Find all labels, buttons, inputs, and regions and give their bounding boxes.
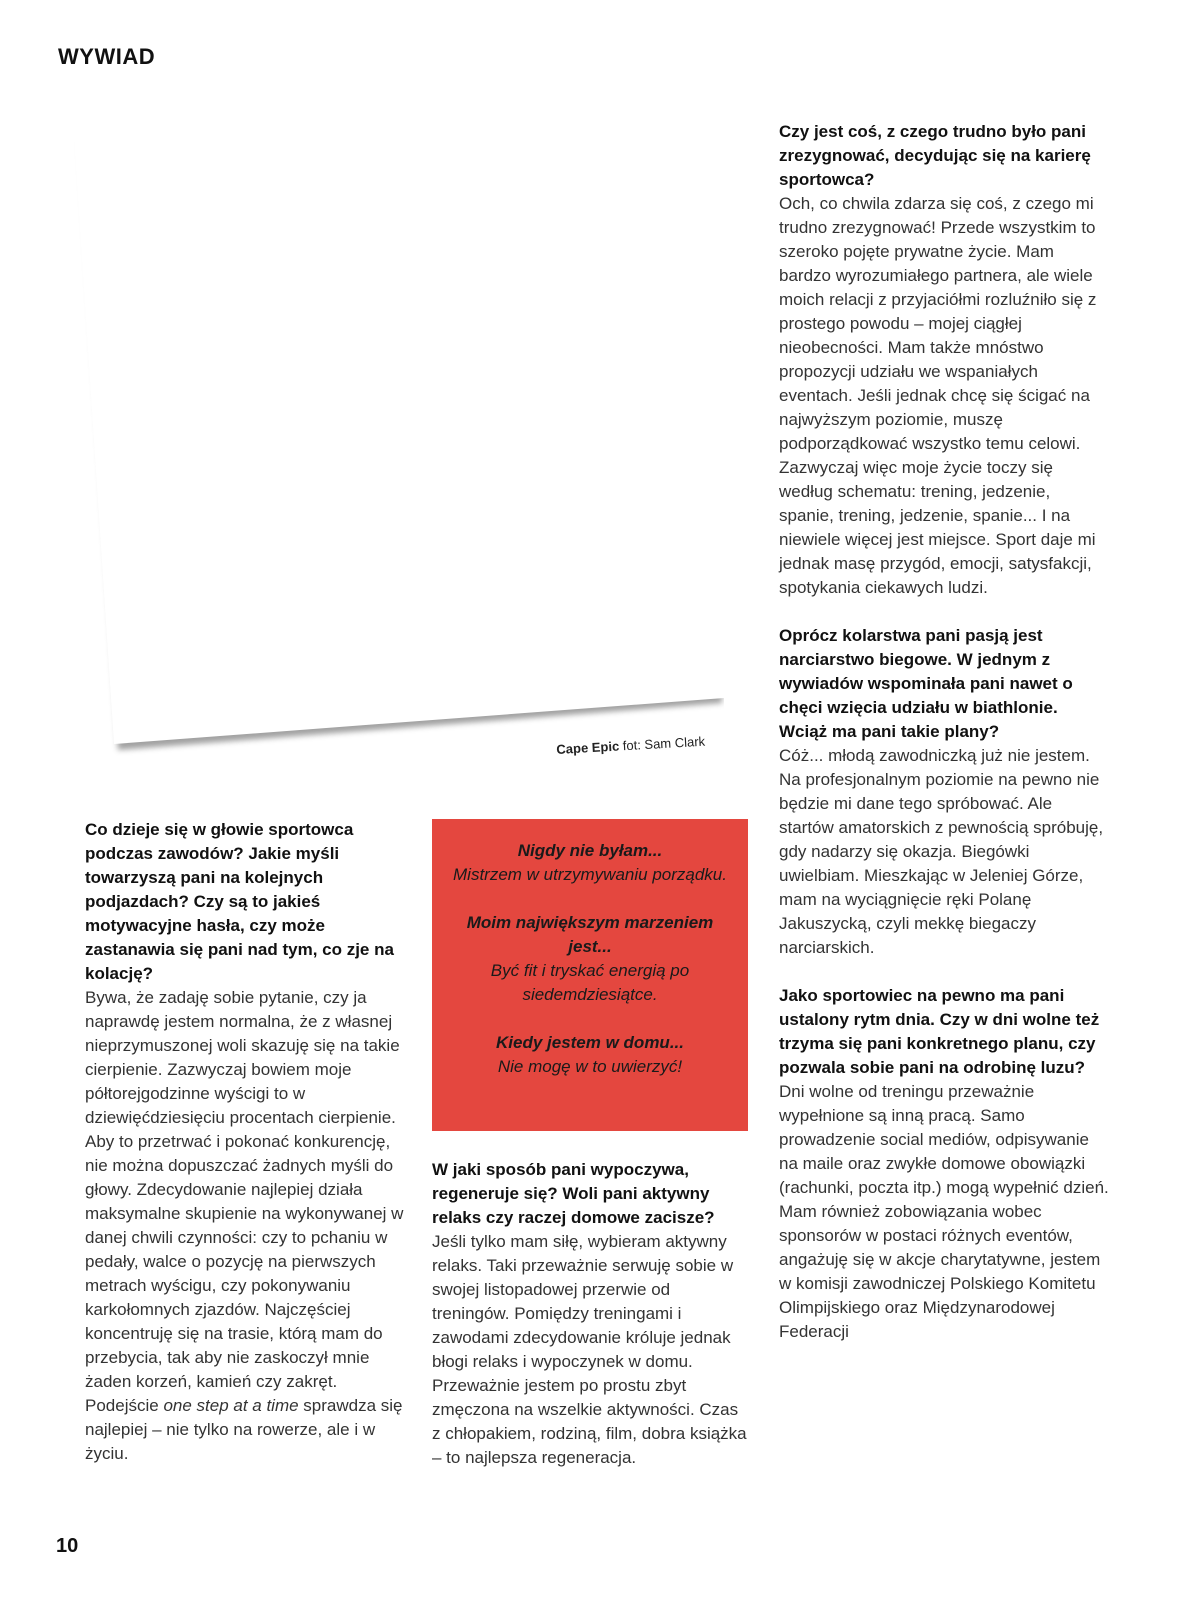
caption-credit: fot: Sam Clark: [618, 733, 706, 754]
right-column: [779, 120, 1109, 1344]
quote-head: Nigdy nie byłam...: [517, 841, 663, 860]
answer-text: Cóż... młodą zawodniczką już nie jestem. Na profesjonalnym poziomie na pewno nie będzie mi dane tego spróbować. Ale startów amatorskich z pewnością spróbuję, gdy nadarzy się okazja. Biegówki uwielbiam. Mieszkając w Jeleniej Górze, mam na wyciągnięcie ręki Polanę Jakuszycką, czyli mekkę biegaczy narciarskich.: [779, 746, 1104, 957]
section-label: WYWIAD: [58, 44, 156, 69]
answer-part: sprawdza się najlepiej – nie tylko na rowerze, ale i w życiu.: [85, 1396, 403, 1463]
quote-head: Kiedy jestem w domu...: [496, 1033, 684, 1052]
answer-text: [85, 986, 415, 1466]
question-text: Oprócz kolarstwa pani pasją jest narciarstwo biegowe. W jednym z wywiadów wspominała pani nawet o chęci wzięcia udziału w biathlonie. Wciąż ma pani takie plany?: [779, 626, 1073, 741]
page-number: 10: [56, 1535, 79, 1557]
left-column: [85, 818, 415, 1466]
middle-column: [432, 1158, 750, 1470]
quote-item: [432, 911, 748, 1007]
quote-box: [432, 819, 748, 1131]
quote-body: Być fit i tryskać energią po siedemdziesiątce.: [490, 961, 690, 1004]
quote-body: Mistrzem w utrzymywaniu porządku.: [453, 865, 727, 884]
caption-event: Cape Epic: [556, 738, 620, 757]
photo-placeholder: [74, 138, 724, 758]
quote-body: Nie mogę w to uwierzyć!: [497, 1057, 683, 1076]
answer-part: Bywa, że zadaję sobie pytanie, czy ja naprawdę jestem normalna, że z własnej nieprzymuszonej woli skazuję się na takie cierpienie. Zazwyczaj bowiem moje półtorejgodzinne wyścigi to w dziewięćdziesięciu procentach cierpienie. Aby to przetrwać i pokonać konkurencję, nie można dopuszczać żadnych myśli do głowy. Zdecydowanie najlepiej działa maksymalne skupienie na wykonywanej w danej chwili czynności: czy to pchaniu w pedały, walce o pozycję na pierwszych metrach wyścigu, czy pokonywaniu karkołomnych zjazdów. Najczęściej koncentruję się na trasie, którą mam do przebycia, tak aby nie zaskoczył mnie żaden korzeń, kamień czy zakręt. Podejście: [85, 988, 404, 1415]
quote-head: Moim największym marzeniem jest...: [466, 913, 714, 956]
question-text: Co dzieje się w głowie sportowca podczas zawodów? Jakie myśli towarzyszą pani na kolejnych podjazdach? Czy są to jakieś motywacyjne hasła, czy może zastanawia się pani nad tym, co zje na kolację?: [85, 820, 394, 983]
quote-item: [432, 839, 748, 887]
photo-frame: [74, 138, 724, 758]
question-text: W jaki sposób pani wypoczywa, regeneruje się? Woli pani aktywny relaks czy raczej domowe zacisze?: [432, 1160, 715, 1227]
question-text: Czy jest coś, z czego trudno było pani zrezygnować, decydując się na karierę sportowca?: [779, 122, 1091, 189]
answer-italic: one step at a time: [163, 1396, 299, 1415]
quote-item: [432, 1031, 748, 1079]
answer-text: Jeśli tylko mam siłę, wybieram aktywny relaks. Taki przeważnie serwuję sobie w swojej listopadowej przerwie od treningów. Pomiędzy treningami i zawodami zdecydowanie króluje jednak błogi relaks i wypoczynek w domu. Przeważnie jestem po prostu zbyt zmęczona na wszelkie aktywności. Czas z chłopakiem, rodziną, film, dobra książka – to najlepsza regeneracja.: [432, 1232, 747, 1467]
answer-text: Och, co chwila zdarza się coś, z czego mi trudno zrezygnować! Przede wszystkim to szeroko pojęte prywatne życie. Mam bardzo wyrozumiałego partnera, ale wiele moich relacji z przyjaciółmi rozluźniło się z prostego powodu – mojej ciągłej nieobecności. Mam także mnóstwo propozycji udziału we wspaniałych eventach. Jeśli jednak chcę się ścigać na najwyższym poziomie, muszę podporządkować wszystko temu celowi. Zazwyczaj więc moje życie toczy się według schematu: trening, jedzenie, spanie, trening, jedzenie, spanie... I na niewiele więcej jest miejsce. Sport daje mi jednak masę przygód, emocji, satysfakcji, spotykania ciekawych ludzi.: [779, 194, 1097, 597]
answer-text: Dni wolne od treningu przeważnie wypełnione są inną pracą. Samo prowadzenie social mediów, odpisywanie na maile oraz zwykłe domowe obowiązki (rachunki, poczta itp.) mogą wypełnić dzień. Mam również zobowiązania wobec sponsorów w postaci różnych eventów, angażuję się w akcje charytatywne, jestem w komisji zawodniczej Polskiego Komitetu Olimpijskiego oraz Międzynarodowej Federacji: [779, 1082, 1109, 1341]
question-text: Jako sportowiec na pewno ma pani ustalony rytm dnia. Czy w dni wolne też trzyma się pani konkretnego planu, czy pozwala sobie pani na odrobinę luzu?: [779, 986, 1100, 1077]
